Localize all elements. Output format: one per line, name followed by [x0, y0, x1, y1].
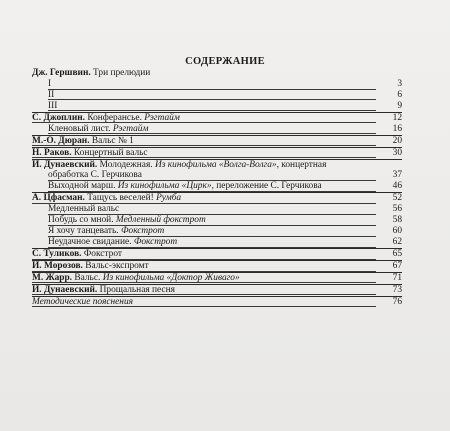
toc-entry-text: [48, 124, 376, 135]
toc-composer: И. Дунаевский.: [32, 284, 98, 295]
toc-page-number: 73: [392, 284, 402, 295]
toc-title: Фокстрот: [81, 249, 122, 259]
toc-subtitle: Румба: [156, 193, 182, 204]
toc-entry-text: [48, 90, 376, 101]
toc-entry-text: [48, 204, 376, 215]
toc-page-number: 16: [392, 123, 402, 134]
toc-subtitle: Из кинофильма «Цирк»: [117, 181, 212, 192]
toc-entry-text: [48, 79, 376, 90]
toc-entry: [32, 181, 402, 192]
toc-title: Прощальная песня: [97, 284, 175, 295]
toc-page-number: 12: [392, 112, 402, 123]
toc-entry-text: [32, 273, 376, 284]
toc-composer: С. Туликов.: [32, 249, 82, 259]
toc-title: Вальс.: [72, 272, 103, 283]
toc-entry: [32, 237, 402, 248]
toc-entry-text: [32, 297, 376, 308]
toc-subtitle: Из кинофильма «Волга-Волга»: [154, 159, 277, 170]
toc-composer: М. Жарр.: [32, 272, 73, 283]
toc-page-number: 20: [392, 135, 402, 146]
toc-page-number: 52: [392, 193, 402, 204]
toc-entry: [32, 284, 402, 296]
toc-title: Медленный вальс: [48, 204, 120, 215]
toc-subtitle: Рэгтайм: [112, 123, 149, 134]
toc-entry-text: [32, 148, 376, 159]
toc-entry-text: [32, 193, 376, 204]
toc-entry: [32, 79, 402, 90]
toc-entry-text: [32, 113, 376, 124]
toc-page-number: 3: [397, 78, 402, 89]
toc-title: Вальс № 1: [89, 135, 134, 146]
toc-title: Выходной марш.: [48, 181, 118, 192]
toc-page-number: 37: [392, 170, 402, 181]
toc-composer: А. Цфасман.: [32, 193, 85, 204]
toc-page-number: 71: [392, 272, 402, 283]
toc-entry: [32, 192, 402, 204]
toc-title: Тащусь веселей!: [84, 193, 157, 204]
toc-entry: [32, 147, 402, 159]
toc-title: I: [48, 78, 52, 89]
toc-subtitle: Медленный фокстрот: [115, 215, 206, 226]
toc-page-number: 58: [392, 215, 402, 226]
toc-entry-text: [32, 261, 376, 272]
toc-entry-text: [32, 285, 376, 296]
toc-page-number: 9: [397, 100, 402, 111]
toc-page-number: 65: [392, 249, 402, 259]
toc-entry-text: [48, 101, 376, 112]
toc-page-number: 6: [397, 89, 402, 100]
toc-entry: [32, 272, 402, 284]
toc-entry-text: [32, 136, 376, 147]
toc-entry: [32, 296, 402, 308]
toc-subtitle: Рэгтайм: [144, 112, 180, 123]
toc-entry-text: [32, 249, 376, 260]
toc-page-number: 30: [392, 147, 402, 158]
toc-title: Неудачное свидание.: [48, 237, 134, 248]
toc-title: Побудь со мной.: [48, 215, 116, 226]
toc-entry: [32, 159, 402, 171]
toc-entry: [32, 215, 402, 226]
toc-entry: [32, 260, 402, 272]
toc-entry: [32, 101, 402, 112]
toc-page-number: 67: [392, 260, 402, 271]
toc-entry-text: [48, 226, 376, 237]
page-title: СОДЕРЖАНИЕ: [185, 56, 265, 67]
toc-entry: [32, 170, 402, 181]
toc-entry: [32, 112, 402, 124]
toc-title: Кленовый лист.: [48, 123, 113, 134]
toc-title: Молодежная.: [97, 159, 155, 170]
toc-composer: М.-О. Дюран.: [32, 135, 90, 146]
toc-entry: [32, 135, 402, 147]
toc-entry: [32, 90, 402, 101]
toc-page-number: 60: [392, 226, 402, 237]
toc-page-number: 76: [392, 296, 402, 307]
toc-entry-text: [32, 160, 376, 171]
toc-page-number: 46: [392, 181, 402, 192]
toc-entry-text: [48, 237, 376, 248]
toc-composer: И. Морозов.: [32, 260, 83, 271]
table-of-contents: [32, 68, 402, 308]
toc-composer: Дж. Гершвин.: [32, 68, 91, 78]
toc-page-number: 62: [392, 237, 402, 248]
toc-title: Конферансье.: [84, 112, 145, 123]
toc-composer: Н. Раков.: [32, 147, 72, 158]
toc-entry: [32, 204, 402, 215]
toc-entry-text: [32, 68, 376, 79]
toc-title: Концертный вальс: [71, 147, 148, 158]
toc-composer: И. Дунаевский.: [32, 159, 98, 170]
toc-title: III: [48, 100, 58, 111]
toc-subtitle: Фокстрот: [120, 226, 165, 237]
toc-title: Вальс-экспромт: [82, 260, 149, 271]
toc-title: II: [48, 89, 55, 100]
toc-entry-text: [48, 170, 376, 181]
toc-subtitle: Из кинофильма «Доктор Живаго»: [102, 272, 240, 283]
toc-entry: [32, 226, 402, 237]
toc-entry: [32, 68, 402, 79]
toc-entry-text: [48, 181, 376, 192]
toc-subtitle: Фокстрот: [133, 237, 178, 248]
toc-title: Я хочу танцевать.: [48, 226, 121, 237]
toc-entry: [32, 248, 402, 260]
toc-title: Три прелюдии: [90, 68, 151, 78]
toc-entry-text: [48, 215, 376, 226]
toc-note: , концертная: [276, 159, 327, 170]
toc-note: , переложение С. Герчикова: [211, 181, 322, 192]
toc-title: обработка С. Герчикова: [48, 170, 142, 181]
toc-composer: С. Джоплин.: [32, 112, 85, 123]
toc-page-number: 56: [392, 204, 402, 215]
toc-subtitle: Методические пояснения: [32, 296, 134, 307]
toc-entry: [32, 124, 402, 135]
